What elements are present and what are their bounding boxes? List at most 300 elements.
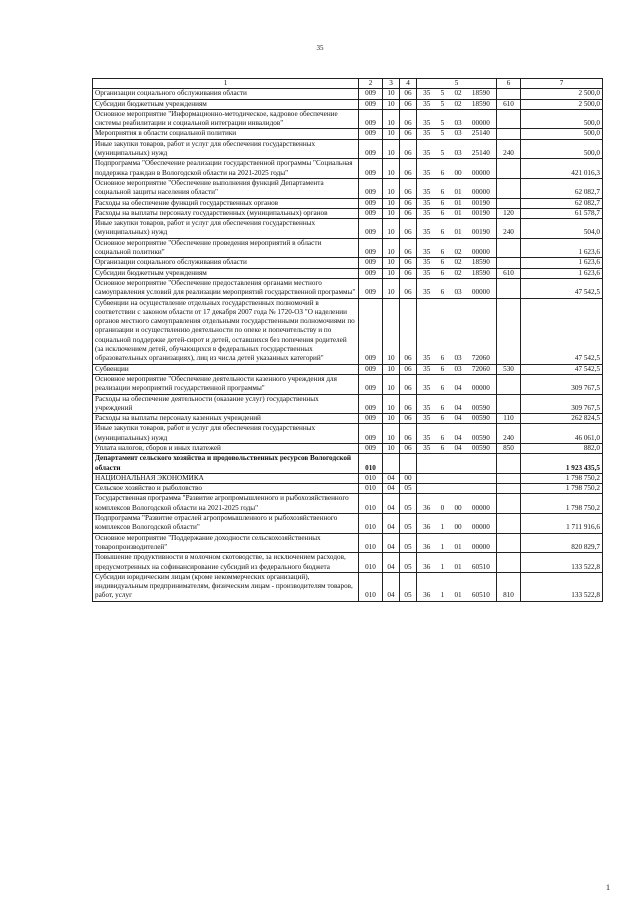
table-row [93,99,603,109]
row-ministry-code: 010 [359,533,383,553]
target-article-part: 6 [440,414,445,423]
row-amount: 309 767,5 [521,394,603,414]
row-target-article-code [417,278,497,298]
target-article-part: 03 [454,288,462,297]
row-name: Департамент сельского хозяйства и продовольственных ресурсов Вологодской области [93,454,359,474]
row-expense-type-code [497,494,521,514]
row-name: Основное мероприятие "Обеспечение проведения мероприятий в области социальной политики" [93,238,359,258]
target-article-part: 04 [454,443,462,452]
target-article-part: 5 [440,89,445,98]
row-expense-type-code [497,198,521,208]
row-subsection-code: 06 [400,198,417,208]
row-subsection-code: 05 [400,514,417,534]
row-amount: 62 082,7 [521,178,603,198]
target-article-part: 6 [440,208,445,217]
row-section-code: 10 [383,298,400,364]
row-name: Расходы на выплаты персоналу государственных (муниципальных) органов [93,208,359,218]
row-ministry-code: 009 [359,129,383,139]
row-expense-type-code: 850 [497,443,521,453]
row-ministry-code: 010 [359,473,383,483]
target-article-part: 6 [440,188,445,197]
row-section-code: 04 [383,514,400,534]
row-name: Субсидии бюджетным учреждениям [93,99,359,109]
target-article-parts [418,269,495,278]
row-expense-type-code [497,238,521,258]
row-subsection-code: 06 [400,443,417,453]
target-article-part: 5 [440,129,445,138]
target-article-part: 00000 [471,384,490,393]
target-article-part: 25140 [471,129,490,138]
row-name: Иные закупки товаров, работ и услуг для обеспечения государственных (муниципальных) нужд [93,139,359,159]
row-target-article-code [417,473,497,483]
row-section-code: 10 [383,278,400,298]
target-article-parts [418,543,495,552]
row-target-article-code [417,374,497,394]
target-article-part: 35 [423,168,431,177]
row-target-article-code [417,533,497,553]
row-expense-type-code [497,258,521,268]
target-article-part: 35 [423,414,431,423]
row-name: Основное мероприятие "Обеспечение предоставления органами местного самоуправления условий для реализации мероприятий государственной программы" [93,278,359,298]
target-article-parts [418,444,495,453]
row-amount: 1 798 750,2 [521,473,603,483]
target-article-parts [418,414,495,423]
row-subsection-code: 06 [400,268,417,278]
target-article-parts [418,209,495,218]
target-article-part: 03 [454,149,462,158]
row-target-article-code [417,268,497,278]
row-section-code: 10 [383,208,400,218]
target-article-part: 01 [454,591,462,600]
row-target-article-code [417,159,497,179]
row-section-code: 10 [383,109,400,129]
target-article-part: 72060 [471,354,490,363]
row-target-article-code [417,129,497,139]
row-ministry-code: 009 [359,278,383,298]
table-row [93,109,603,129]
target-article-part: 35 [423,149,431,158]
row-subsection-code: 06 [400,109,417,129]
target-article-part: 35 [423,228,431,237]
target-article-part: 72060 [471,364,490,373]
target-article-part: 35 [423,433,431,442]
target-article-parts [418,504,495,513]
page-number: 35 [316,44,324,52]
table-row [93,89,603,99]
target-article-parts [418,248,495,257]
row-section-code: 10 [383,268,400,278]
row-section-code: 04 [383,473,400,483]
row-subsection-code: 06 [400,208,417,218]
target-article-part: 6 [440,258,445,267]
table-row [93,268,603,278]
row-amount: 62 082,7 [521,198,603,208]
target-article-part: 35 [423,198,431,207]
target-article-part: 01 [454,188,462,197]
target-article-part: 18590 [471,99,490,108]
target-article-part: 5 [440,99,445,108]
table-row [93,178,603,198]
row-amount: 500,0 [521,139,603,159]
target-article-parts [418,119,495,128]
row-subsection-code: 06 [400,414,417,424]
page-footer-mark: 1 [606,883,610,892]
row-subsection-code: 05 [400,553,417,573]
target-article-parts [418,149,495,158]
row-amount: 1 798 750,2 [521,494,603,514]
table-row [93,219,603,239]
target-article-part: 35 [423,119,431,128]
row-amount: 46 061,0 [521,424,603,444]
row-name: Подпрограмма "Развитие отраслей агропромышленного и рыбохозяйственного комплексов Вологодской области" [93,514,359,534]
target-article-part: 01 [454,208,462,217]
row-subsection-code: 06 [400,89,417,99]
row-name: Основное мероприятие "Обеспечение деятельности казенного учреждения для реализации мероприятий государственной программы" [93,374,359,394]
row-section-code: 10 [383,198,400,208]
target-article-part: 36 [423,591,431,600]
target-article-part: 36 [423,523,431,532]
row-section-code: 10 [383,238,400,258]
row-section-code [383,454,400,474]
row-subsection-code: 06 [400,424,417,444]
target-article-part: 1 [440,591,445,600]
row-ministry-code: 010 [359,572,383,601]
row-name: Организации социального обслуживания области [93,258,359,268]
row-expense-type-code [497,109,521,129]
row-amount: 2 500,0 [521,99,603,109]
target-article-part: 00000 [471,503,490,512]
target-article-part: 35 [423,258,431,267]
row-ministry-code: 009 [359,159,383,179]
row-ministry-code: 009 [359,238,383,258]
target-article-part: 6 [440,354,445,363]
row-name: НАЦИОНАЛЬНАЯ ЭКОНОМИКА [93,473,359,483]
row-amount: 421 016,3 [521,159,603,179]
target-article-part: 60510 [471,562,490,571]
row-name: Основное мероприятие "Поддержание доходности сельскохозяйственных товаропроизводителей" [93,533,359,553]
table-row [93,364,603,374]
target-article-part: 6 [440,403,445,412]
row-amount: 47 542,5 [521,298,603,364]
row-expense-type-code: 240 [497,424,521,444]
target-article-part: 5 [440,149,445,158]
row-section-code: 04 [383,553,400,573]
row-section-code: 04 [383,494,400,514]
table-row [93,553,603,573]
target-article-part: 35 [423,188,431,197]
target-article-part: 6 [440,443,445,452]
header-col-2: 2 [359,79,383,89]
row-subsection-code: 06 [400,298,417,364]
table-row [93,374,603,394]
target-article-part: 35 [423,354,431,363]
row-ministry-code: 009 [359,89,383,99]
target-article-part: 35 [423,268,431,277]
row-amount: 1 923 435,5 [521,454,603,474]
row-name: Субсидии юридическим лицам (кроме некоммерческих организаций), индивидуальным предпринимателям, физическим лицам - производителям товаров, работ, услуг [93,572,359,601]
row-amount: 47 542,5 [521,364,603,374]
row-section-code: 04 [383,572,400,601]
row-amount: 1 623,6 [521,268,603,278]
row-target-article-code [417,238,497,258]
row-name: Подпрограмма "Обеспечение реализации государственной программы "Социальная поддержка граждан в Вологодской области на 2021-2025 годы" [93,159,359,179]
table-row [93,514,603,534]
table-row [93,484,603,494]
row-name: Расходы на обеспечение функций государственных органов [93,198,359,208]
target-article-part: 01 [454,228,462,237]
row-expense-type-code [497,394,521,414]
target-article-part: 03 [454,119,462,128]
target-article-part: 00590 [471,414,490,423]
target-article-part: 02 [454,99,462,108]
target-article-parts [418,199,495,208]
target-article-part: 18590 [471,89,490,98]
target-article-part: 18590 [471,268,490,277]
row-subsection-code: 06 [400,258,417,268]
target-article-part: 6 [440,384,445,393]
row-ministry-code: 009 [359,443,383,453]
target-article-parts [418,258,495,267]
table-row [93,139,603,159]
row-target-article-code [417,494,497,514]
target-article-part: 00000 [471,188,490,197]
row-section-code: 10 [383,159,400,179]
row-ministry-code: 009 [359,374,383,394]
budget-table [92,78,603,602]
target-article-part: 5 [440,119,445,128]
row-name: Субсидии бюджетным учреждениям [93,268,359,278]
row-section-code: 10 [383,99,400,109]
row-ministry-code: 009 [359,394,383,414]
row-ministry-code: 010 [359,454,383,474]
target-article-part: 35 [423,288,431,297]
target-article-part: 01 [454,562,462,571]
table-row [93,394,603,414]
target-article-part: 00 [454,503,462,512]
row-ministry-code: 010 [359,484,383,494]
row-section-code: 10 [383,443,400,453]
row-target-article-code [417,109,497,129]
row-ministry-code: 009 [359,208,383,218]
row-expense-type-code [497,278,521,298]
row-section-code: 10 [383,364,400,374]
row-subsection-code: 06 [400,129,417,139]
row-target-article-code [417,443,497,453]
row-expense-type-code [497,553,521,573]
table-row [93,473,603,483]
row-expense-type-code [497,298,521,364]
row-expense-type-code [497,454,521,474]
row-subsection-code: 06 [400,178,417,198]
target-article-part: 00000 [471,523,490,532]
target-article-part: 6 [440,288,445,297]
target-article-part: 00590 [471,403,490,412]
target-article-part: 36 [423,503,431,512]
target-article-part: 35 [423,208,431,217]
target-article-part: 35 [423,364,431,373]
target-article-part: 00590 [471,433,490,442]
row-target-article-code [417,454,497,474]
target-article-part: 60510 [471,591,490,600]
row-name: Субвенции на осуществление отдельных государственных полномочий в соответствии с законом области от 17 декабря 2007 года № 1720-ОЗ "О наделении органов местного самоуправления отдельными государственными полномочиями по организации и осуществлению деятельности по опеке и попечительству и по социальной поддержке детей-сирот и детей, оставшихся без попечения родителей (за исключением детей, обучающихся в федеральных государственных образовательных организациях), лиц из числа детей указанных категорий" [93,298,359,364]
table-row [93,494,603,514]
target-article-part: 35 [423,89,431,98]
table-row [93,198,603,208]
row-amount: 882,0 [521,443,603,453]
target-article-parts [418,89,495,98]
row-amount: 1 623,6 [521,258,603,268]
target-article-part: 18590 [471,258,490,267]
target-article-part: 04 [454,433,462,442]
table-row [93,454,603,474]
row-expense-type-code: 110 [497,414,521,424]
target-article-parts [418,228,495,237]
target-article-part: 00 [454,168,462,177]
row-amount: 1 798 750,2 [521,484,603,494]
table-body [93,89,603,601]
target-article-part: 00590 [471,443,490,452]
row-expense-type-code [497,178,521,198]
row-target-article-code [417,572,497,601]
target-article-part: 02 [454,248,462,257]
row-name: Основное мероприятие "Обеспечение выполнения функций Департамента социальной защиты населения области" [93,178,359,198]
row-amount: 1 623,6 [521,238,603,258]
target-article-part: 02 [454,258,462,267]
row-ministry-code: 010 [359,494,383,514]
table-row [93,533,603,553]
row-target-article-code [417,484,497,494]
row-subsection-code: 06 [400,238,417,258]
target-article-parts [418,288,495,297]
row-target-article-code [417,99,497,109]
row-name: Государственная программа "Развитие агропромышленного и рыбохозяйственного комплексов Вологодской области на 2021-2025 годы" [93,494,359,514]
target-article-part: 0 [440,503,445,512]
row-subsection-code: 06 [400,159,417,179]
row-expense-type-code: 810 [497,572,521,601]
row-ministry-code: 009 [359,219,383,239]
row-subsection-code: 05 [400,484,417,494]
table-row [93,238,603,258]
row-subsection-code: 00 [400,473,417,483]
target-article-parts [418,365,495,374]
target-article-part: 04 [454,403,462,412]
row-ministry-code: 009 [359,178,383,198]
row-target-article-code [417,219,497,239]
table-row [93,278,603,298]
target-article-part: 36 [423,542,431,551]
row-subsection-code: 06 [400,278,417,298]
target-article-part: 00190 [471,208,490,217]
target-article-parts [418,354,495,363]
table-header-row [93,79,603,89]
header-col-6: 6 [497,79,521,89]
row-ministry-code: 009 [359,268,383,278]
row-ministry-code: 009 [359,139,383,159]
table-row [93,258,603,268]
row-expense-type-code: 610 [497,268,521,278]
row-section-code: 10 [383,139,400,159]
header-col-7: 7 [521,79,603,89]
row-ministry-code: 010 [359,514,383,534]
row-subsection-code: 05 [400,494,417,514]
target-article-part: 35 [423,99,431,108]
row-ministry-code: 009 [359,298,383,364]
target-article-part: 25140 [471,149,490,158]
row-name: Субвенции [93,364,359,374]
target-article-part: 35 [423,129,431,138]
target-article-parts [418,169,495,178]
row-section-code: 04 [383,533,400,553]
row-subsection-code: 06 [400,374,417,394]
header-col-3: 3 [383,79,400,89]
row-name: Расходы на выплаты персоналу казенных учреждений [93,414,359,424]
row-target-article-code [417,198,497,208]
row-ministry-code: 009 [359,364,383,374]
table-row [93,298,603,364]
row-name: Повышение продуктивности в молочном скотоводстве, за исключением расходов, предусмотренных на софинансирование субсидий из федерального бюджета [93,553,359,573]
row-section-code: 10 [383,394,400,414]
row-expense-type-code [497,374,521,394]
row-target-article-code [417,394,497,414]
target-article-part: 6 [440,364,445,373]
target-article-part: 00000 [471,248,490,257]
row-section-code: 10 [383,129,400,139]
target-article-part: 02 [454,89,462,98]
row-section-code: 10 [383,374,400,394]
row-amount: 504,0 [521,219,603,239]
target-article-part: 00000 [471,168,490,177]
row-subsection-code: 06 [400,394,417,414]
row-expense-type-code [497,159,521,179]
row-amount: 61 578,7 [521,208,603,218]
row-amount: 309 767,5 [521,374,603,394]
target-article-part: 36 [423,562,431,571]
target-article-part: 00 [454,523,462,532]
target-article-part: 03 [454,364,462,373]
row-section-code: 10 [383,89,400,99]
target-article-part: 00190 [471,198,490,207]
row-amount: 820 829,7 [521,533,603,553]
target-article-parts [418,129,495,138]
row-expense-type-code: 610 [497,99,521,109]
row-name: Иные закупки товаров, работ и услуг для обеспечения государственных (муниципальных) нужд [93,219,359,239]
row-expense-type-code [497,89,521,99]
header-col-5: 5 [417,79,497,89]
table-row [93,443,603,453]
table-row [93,159,603,179]
row-target-article-code [417,553,497,573]
table-row [93,129,603,139]
row-expense-type-code [497,473,521,483]
row-name: Организации социального обслуживания области [93,89,359,99]
row-ministry-code: 009 [359,258,383,268]
row-subsection-code: 06 [400,364,417,374]
target-article-parts [418,188,495,197]
row-expense-type-code [497,484,521,494]
target-article-part: 03 [454,129,462,138]
row-expense-type-code: 120 [497,208,521,218]
target-article-part: 6 [440,248,445,257]
row-target-article-code [417,89,497,99]
target-article-part: 6 [440,228,445,237]
target-article-parts [418,434,495,443]
row-subsection-code: 05 [400,533,417,553]
target-article-part: 03 [454,354,462,363]
table-row [93,414,603,424]
target-article-part: 6 [440,433,445,442]
target-article-part: 04 [454,414,462,423]
row-section-code: 10 [383,219,400,239]
